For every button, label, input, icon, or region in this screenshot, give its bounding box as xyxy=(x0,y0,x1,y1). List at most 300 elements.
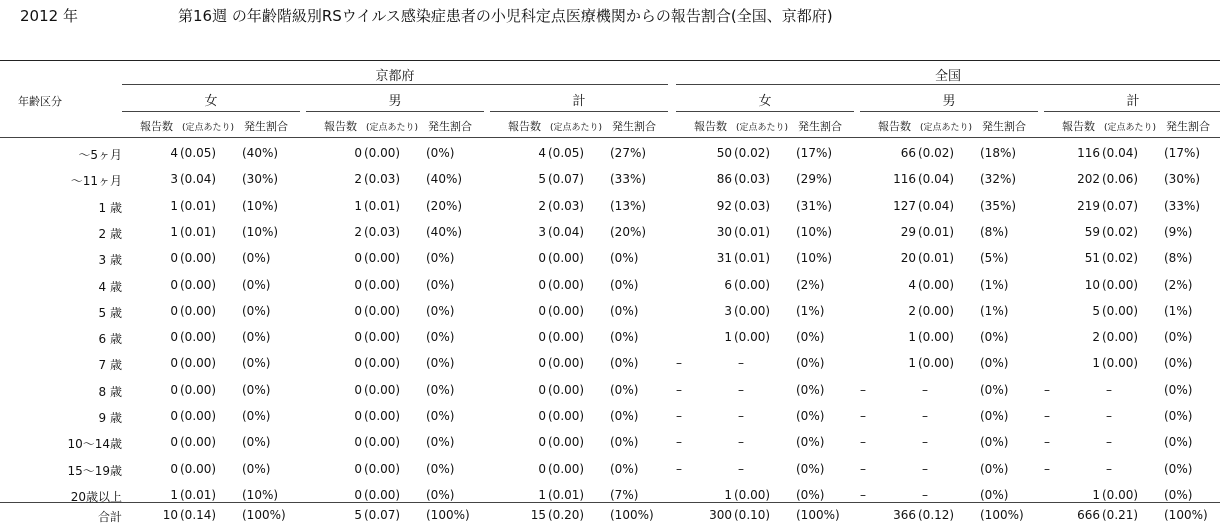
percent-cell: (0%) xyxy=(426,303,455,318)
rate-cell: (0.03) xyxy=(364,224,401,239)
percent-cell: (33%) xyxy=(610,172,647,187)
count-cell: 1 xyxy=(1092,487,1100,502)
rate-cell: (0.14) xyxy=(180,508,217,522)
sub-header-count: 報告数 xyxy=(878,120,911,133)
percent-cell: (0%) xyxy=(1164,435,1193,450)
count-cell: 4 xyxy=(170,146,178,160)
count-cell: 1 xyxy=(724,330,732,345)
sub-header-percent: 発生割合 xyxy=(244,120,288,133)
table-row xyxy=(0,352,1220,376)
rate-cell: (0.01) xyxy=(734,224,771,239)
age-cell: 8 歳 xyxy=(98,384,122,399)
rate-cell: (0.05) xyxy=(548,146,585,160)
count-cell: 2 xyxy=(354,224,362,239)
count-cell: 1 xyxy=(170,198,178,213)
percent-cell: (1%) xyxy=(980,303,1009,318)
count-cell: 51 xyxy=(1084,251,1100,266)
rate-cell: (0.01) xyxy=(180,224,217,239)
table-row xyxy=(0,326,1220,350)
count-cell: – xyxy=(860,409,866,423)
title-row xyxy=(0,5,1220,27)
percent-cell: (1%) xyxy=(796,303,825,318)
percent-cell: (0%) xyxy=(610,409,639,423)
percent-cell: (0%) xyxy=(980,330,1009,345)
percent-cell: (40%) xyxy=(426,224,463,239)
rate-cell: (0.12) xyxy=(918,508,955,522)
rate-cell: (0.07) xyxy=(1102,198,1139,213)
count-cell: 2 xyxy=(908,303,916,318)
rate-cell: (0.00) xyxy=(180,409,217,423)
table-row xyxy=(0,379,1220,403)
sub-header-rate: (定点あたり) xyxy=(182,123,235,133)
count-cell: 2 xyxy=(1092,330,1100,345)
rate-cell: – xyxy=(738,461,744,476)
rate-cell: (0.00) xyxy=(364,330,401,345)
count-cell: – xyxy=(1044,382,1050,397)
percent-cell: (0%) xyxy=(796,382,825,397)
count-cell: 20 xyxy=(900,251,916,266)
percent-cell: (7%) xyxy=(610,487,639,502)
sub-header-count: 報告数 xyxy=(508,120,541,133)
percent-cell: (0%) xyxy=(426,330,455,345)
sub-header-rate: (定点あたり) xyxy=(366,123,419,133)
rate-cell: (0.21) xyxy=(1102,508,1139,522)
percent-cell: (0%) xyxy=(796,330,825,345)
sub-header-percent: 発生割合 xyxy=(982,120,1026,133)
national-group-rule xyxy=(676,84,1220,85)
percent-cell: (0%) xyxy=(426,356,455,371)
percent-cell: (0%) xyxy=(426,146,455,160)
rate-cell: (0.00) xyxy=(734,277,771,292)
percent-cell: (0%) xyxy=(242,330,271,345)
count-cell: 31 xyxy=(716,251,732,266)
rate-cell: (0.00) xyxy=(548,409,585,423)
sub-header-count: 報告数 xyxy=(324,120,357,133)
percent-cell: (0%) xyxy=(242,382,271,397)
percent-cell: (0%) xyxy=(426,487,455,502)
count-cell: 59 xyxy=(1084,224,1100,239)
rate-cell: (0.01) xyxy=(734,251,771,266)
percent-cell: (0%) xyxy=(796,356,825,371)
percent-cell: (33%) xyxy=(1164,198,1201,213)
sub-header-count: 報告数 xyxy=(1062,120,1095,133)
table-row xyxy=(0,274,1220,298)
count-cell: 1 xyxy=(908,330,916,345)
rate-cell: (0.00) xyxy=(1102,487,1139,502)
sex-header: 女 xyxy=(204,94,218,109)
sex-header: 計 xyxy=(572,94,586,109)
count-cell: 5 xyxy=(1092,303,1100,318)
count-cell: 202 xyxy=(1077,172,1100,187)
count-cell: 50 xyxy=(716,146,732,160)
percent-cell: (32%) xyxy=(980,172,1017,187)
percent-cell: (0%) xyxy=(426,277,455,292)
table-total-row xyxy=(0,504,1220,528)
sex-rule-2 xyxy=(306,111,484,112)
rate-cell: (0.01) xyxy=(918,251,955,266)
rate-cell: (0.06) xyxy=(1102,172,1139,187)
percent-cell: (0%) xyxy=(610,277,639,292)
rate-cell: (0.10) xyxy=(734,508,771,522)
count-cell: 0 xyxy=(354,277,362,292)
rate-cell: (0.01) xyxy=(364,198,401,213)
count-cell: 666 xyxy=(1077,508,1100,522)
count-cell: 92 xyxy=(716,198,732,213)
percent-cell: (100%) xyxy=(1164,508,1208,522)
count-cell: 0 xyxy=(354,461,362,476)
rate-cell: (0.02) xyxy=(918,146,955,160)
percent-cell: (0%) xyxy=(242,303,271,318)
count-cell: 219 xyxy=(1077,198,1100,213)
table-row xyxy=(0,221,1220,245)
age-cell: 15〜19歳 xyxy=(67,463,122,478)
percent-cell: (100%) xyxy=(980,508,1024,522)
table-top-rule xyxy=(0,60,1220,61)
age-cell: 5 歳 xyxy=(98,305,122,320)
rate-cell: – xyxy=(1106,382,1112,397)
percent-cell: (20%) xyxy=(610,224,647,239)
percent-cell: (100%) xyxy=(426,508,470,522)
rate-cell: – xyxy=(922,461,928,476)
rate-cell: (0.00) xyxy=(734,303,771,318)
group-header-national: 全国 xyxy=(934,69,961,84)
percent-cell: (0%) xyxy=(1164,356,1193,371)
rate-cell: (0.04) xyxy=(1102,146,1139,160)
percent-cell: (8%) xyxy=(1164,251,1193,266)
sex-rule-4 xyxy=(676,111,854,112)
rate-cell: (0.07) xyxy=(548,172,585,187)
percent-cell: (13%) xyxy=(610,198,647,213)
count-cell: – xyxy=(860,487,866,502)
age-cell: 3 歳 xyxy=(98,253,122,268)
count-cell: 0 xyxy=(538,461,546,476)
rate-cell: (0.00) xyxy=(1102,356,1139,371)
percent-cell: (0%) xyxy=(980,409,1009,423)
count-cell: 366 xyxy=(893,508,916,522)
count-cell: 0 xyxy=(170,409,178,423)
percent-cell: (40%) xyxy=(426,172,463,187)
count-cell: – xyxy=(676,382,682,397)
sex-rule-1 xyxy=(122,111,300,112)
count-cell: 15 xyxy=(530,508,546,522)
count-cell: 1 xyxy=(538,487,546,502)
rate-cell: – xyxy=(1106,435,1112,450)
table-row xyxy=(0,168,1220,192)
rate-cell: – xyxy=(1106,461,1112,476)
rate-cell: – xyxy=(1106,409,1112,423)
percent-cell: (17%) xyxy=(1164,146,1201,160)
rate-cell: – xyxy=(738,356,744,371)
age-cell: 4 歳 xyxy=(98,279,122,294)
count-cell: 66 xyxy=(900,146,916,160)
rate-cell: (0.00) xyxy=(180,303,217,318)
percent-cell: (100%) xyxy=(242,508,286,522)
percent-cell: (0%) xyxy=(796,487,825,502)
percent-cell: (0%) xyxy=(1164,330,1193,345)
percent-cell: (10%) xyxy=(242,487,279,502)
percent-cell: (0%) xyxy=(242,461,271,476)
rate-cell: (0.00) xyxy=(734,487,771,502)
count-cell: 10 xyxy=(1084,277,1100,292)
table-row xyxy=(0,247,1220,271)
rate-cell: (0.00) xyxy=(548,330,585,345)
count-cell: – xyxy=(676,356,682,371)
percent-cell: (0%) xyxy=(796,409,825,423)
count-cell: 0 xyxy=(538,303,546,318)
count-cell: – xyxy=(1044,435,1050,450)
rate-cell: – xyxy=(922,409,928,423)
percent-cell: (100%) xyxy=(610,508,654,522)
rate-cell: (0.02) xyxy=(1102,224,1139,239)
count-cell: 0 xyxy=(538,330,546,345)
rate-cell: (0.01) xyxy=(918,224,955,239)
count-cell: 0 xyxy=(354,303,362,318)
rate-cell: – xyxy=(738,382,744,397)
sex-rule-5 xyxy=(860,111,1038,112)
count-cell: 0 xyxy=(538,382,546,397)
count-cell: – xyxy=(860,461,866,476)
rate-cell: (0.02) xyxy=(734,146,771,160)
rate-cell: (0.05) xyxy=(180,146,217,160)
count-cell: 0 xyxy=(170,251,178,266)
age-cell: 〜11ヶ月 xyxy=(70,174,122,189)
count-cell: 2 xyxy=(538,198,546,213)
percent-cell: (27%) xyxy=(610,146,647,160)
percent-cell: (0%) xyxy=(1164,461,1193,476)
rate-cell: (0.04) xyxy=(918,198,955,213)
percent-cell: (0%) xyxy=(796,435,825,450)
sub-header-percent: 発生割合 xyxy=(428,120,472,133)
count-cell: 0 xyxy=(170,330,178,345)
rate-cell: (0.00) xyxy=(548,435,585,450)
sub-header-rate: (定点あたり) xyxy=(1104,123,1157,133)
rate-cell: (0.00) xyxy=(180,382,217,397)
count-cell: 0 xyxy=(538,277,546,292)
count-cell: 5 xyxy=(538,172,546,187)
percent-cell: (5%) xyxy=(980,251,1009,266)
count-cell: 0 xyxy=(354,435,362,450)
percent-cell: (31%) xyxy=(796,198,833,213)
age-cell: 10〜14歳 xyxy=(67,437,122,452)
age-cell: 1 歳 xyxy=(98,200,122,215)
rate-cell: (0.00) xyxy=(180,330,217,345)
rate-cell: (0.00) xyxy=(918,330,955,345)
rate-cell: (0.01) xyxy=(548,487,585,502)
count-cell: 1 xyxy=(170,487,178,502)
percent-cell: (0%) xyxy=(980,356,1009,371)
rate-cell: (0.00) xyxy=(548,251,585,266)
rate-cell: (0.02) xyxy=(1102,251,1139,266)
rate-cell: (0.01) xyxy=(180,487,217,502)
count-cell: 0 xyxy=(170,382,178,397)
rate-cell: – xyxy=(738,435,744,450)
percent-cell: (10%) xyxy=(796,251,833,266)
rate-cell: (0.00) xyxy=(364,277,401,292)
age-cell: 2 歳 xyxy=(98,226,122,241)
percent-cell: (0%) xyxy=(242,435,271,450)
percent-cell: (29%) xyxy=(796,172,833,187)
percent-cell: (0%) xyxy=(796,461,825,476)
count-cell: – xyxy=(676,461,682,476)
rate-cell: (0.00) xyxy=(548,382,585,397)
rate-cell: (0.07) xyxy=(364,508,401,522)
percent-cell: (2%) xyxy=(796,277,825,292)
count-cell: 86 xyxy=(716,172,732,187)
rate-cell: (0.00) xyxy=(364,251,401,266)
count-cell: 300 xyxy=(709,508,732,522)
rate-cell: – xyxy=(922,435,928,450)
percent-cell: (0%) xyxy=(1164,409,1193,423)
percent-cell: (0%) xyxy=(980,382,1009,397)
percent-cell: (1%) xyxy=(980,277,1009,292)
percent-cell: (0%) xyxy=(242,356,271,371)
rate-cell: (0.00) xyxy=(364,461,401,476)
sub-header-rate: (定点あたり) xyxy=(920,123,973,133)
sub-header-rate: (定点あたり) xyxy=(550,123,603,133)
table-row xyxy=(0,142,1220,166)
rate-cell: (0.00) xyxy=(364,382,401,397)
age-cell: 6 歳 xyxy=(98,332,122,347)
count-cell: 0 xyxy=(170,356,178,371)
table-row xyxy=(0,300,1220,324)
count-cell: 10 xyxy=(162,508,178,522)
rate-cell: (0.00) xyxy=(548,461,585,476)
percent-cell: (0%) xyxy=(980,487,1009,502)
sex-rule-6 xyxy=(1044,111,1220,112)
rate-cell: (0.04) xyxy=(180,172,217,187)
count-cell: – xyxy=(860,435,866,450)
age-column-header: 年齢区分 xyxy=(18,95,62,108)
age-cell: 〜5ヶ月 xyxy=(78,148,122,162)
rate-cell: (0.00) xyxy=(180,356,217,371)
percent-cell: (0%) xyxy=(610,382,639,397)
count-cell: 0 xyxy=(538,356,546,371)
count-cell: 0 xyxy=(354,487,362,502)
header-bottom-rule xyxy=(0,137,1220,138)
count-cell: 6 xyxy=(724,277,732,292)
percent-cell: (0%) xyxy=(980,435,1009,450)
count-cell: – xyxy=(676,435,682,450)
count-cell: 1 xyxy=(170,224,178,239)
count-cell: – xyxy=(1044,461,1050,476)
page-title: 第16週 の年齢階級別RSウイルス感染症患者の小児科定点医療機関からの報告割合(全国、京都府) xyxy=(178,7,833,25)
percent-cell: (1%) xyxy=(1164,303,1193,318)
rate-cell: (0.03) xyxy=(734,198,771,213)
rate-cell: (0.03) xyxy=(548,198,585,213)
rate-cell: (0.00) xyxy=(1102,330,1139,345)
percent-cell: (0%) xyxy=(242,277,271,292)
count-cell: 1 xyxy=(354,198,362,213)
sex-header: 男 xyxy=(388,94,402,109)
rate-cell: (0.00) xyxy=(180,461,217,476)
rate-cell: (0.00) xyxy=(180,435,217,450)
percent-cell: (10%) xyxy=(242,198,279,213)
count-cell: 1 xyxy=(1092,356,1100,371)
percent-cell: (0%) xyxy=(1164,382,1193,397)
table-row xyxy=(0,405,1220,429)
sub-header-percent: 発生割合 xyxy=(1166,120,1210,133)
percent-cell: (30%) xyxy=(1164,172,1201,187)
percent-cell: (0%) xyxy=(426,382,455,397)
percent-cell: (0%) xyxy=(426,251,455,266)
count-cell: 0 xyxy=(538,435,546,450)
count-cell: 0 xyxy=(354,330,362,345)
count-cell: – xyxy=(1044,409,1050,423)
percent-cell: (30%) xyxy=(242,172,279,187)
age-cell: 合計 xyxy=(97,510,122,524)
sub-header-count: 報告数 xyxy=(140,120,173,133)
rate-cell: (0.00) xyxy=(364,435,401,450)
table-row xyxy=(0,458,1220,482)
age-cell: 9 歳 xyxy=(98,411,122,425)
percent-cell: (17%) xyxy=(796,146,833,160)
rate-cell: (0.00) xyxy=(548,356,585,371)
percent-cell: (40%) xyxy=(242,146,279,160)
percent-cell: (10%) xyxy=(242,224,279,239)
percent-cell: (0%) xyxy=(610,330,639,345)
percent-cell: (8%) xyxy=(980,224,1009,239)
rate-cell: (0.00) xyxy=(918,303,955,318)
rate-cell: (0.00) xyxy=(364,409,401,423)
count-cell: 3 xyxy=(170,172,178,187)
count-cell: 1 xyxy=(908,356,916,371)
percent-cell: (0%) xyxy=(610,435,639,450)
count-cell: 0 xyxy=(170,277,178,292)
count-cell: 0 xyxy=(170,435,178,450)
rate-cell: (0.00) xyxy=(364,146,401,160)
count-cell: 4 xyxy=(908,277,916,292)
count-cell: 3 xyxy=(724,303,732,318)
percent-cell: (100%) xyxy=(796,508,840,522)
rate-cell: (0.00) xyxy=(180,251,217,266)
sub-header-rate: (定点あたり) xyxy=(736,123,789,133)
rate-cell: (0.04) xyxy=(918,172,955,187)
rate-cell: (0.03) xyxy=(734,172,771,187)
age-cell: 20歳以上 xyxy=(70,489,122,504)
count-cell: 1 xyxy=(724,487,732,502)
percent-cell: (0%) xyxy=(426,461,455,476)
count-cell: 3 xyxy=(538,224,546,239)
count-cell: 0 xyxy=(354,146,362,160)
count-cell: 30 xyxy=(716,224,732,239)
count-cell: 0 xyxy=(354,356,362,371)
count-cell: 0 xyxy=(354,382,362,397)
sex-header: 女 xyxy=(758,94,772,109)
percent-cell: (0%) xyxy=(1164,487,1193,502)
rate-cell: (0.00) xyxy=(918,277,955,292)
percent-cell: (9%) xyxy=(1164,224,1193,239)
percent-cell: (0%) xyxy=(426,409,455,423)
rate-cell: (0.20) xyxy=(548,508,585,522)
rate-cell: (0.00) xyxy=(1102,303,1139,318)
percent-cell: (0%) xyxy=(610,461,639,476)
rate-cell: (0.00) xyxy=(180,277,217,292)
group-header-kyoto: 京都府 xyxy=(375,69,415,84)
rate-cell: (0.01) xyxy=(180,198,217,213)
percent-cell: (0%) xyxy=(980,461,1009,476)
rate-cell: (0.00) xyxy=(364,487,401,502)
age-cell: 7 歳 xyxy=(98,358,122,373)
count-cell: 116 xyxy=(893,172,916,187)
rate-cell: (0.00) xyxy=(364,303,401,318)
percent-cell: (0%) xyxy=(242,409,271,423)
percent-cell: (0%) xyxy=(426,435,455,450)
percent-cell: (0%) xyxy=(610,251,639,266)
percent-cell: (35%) xyxy=(980,198,1017,213)
year-label: 2012 年 xyxy=(20,7,78,25)
count-cell: 0 xyxy=(354,251,362,266)
count-cell: 0 xyxy=(538,251,546,266)
